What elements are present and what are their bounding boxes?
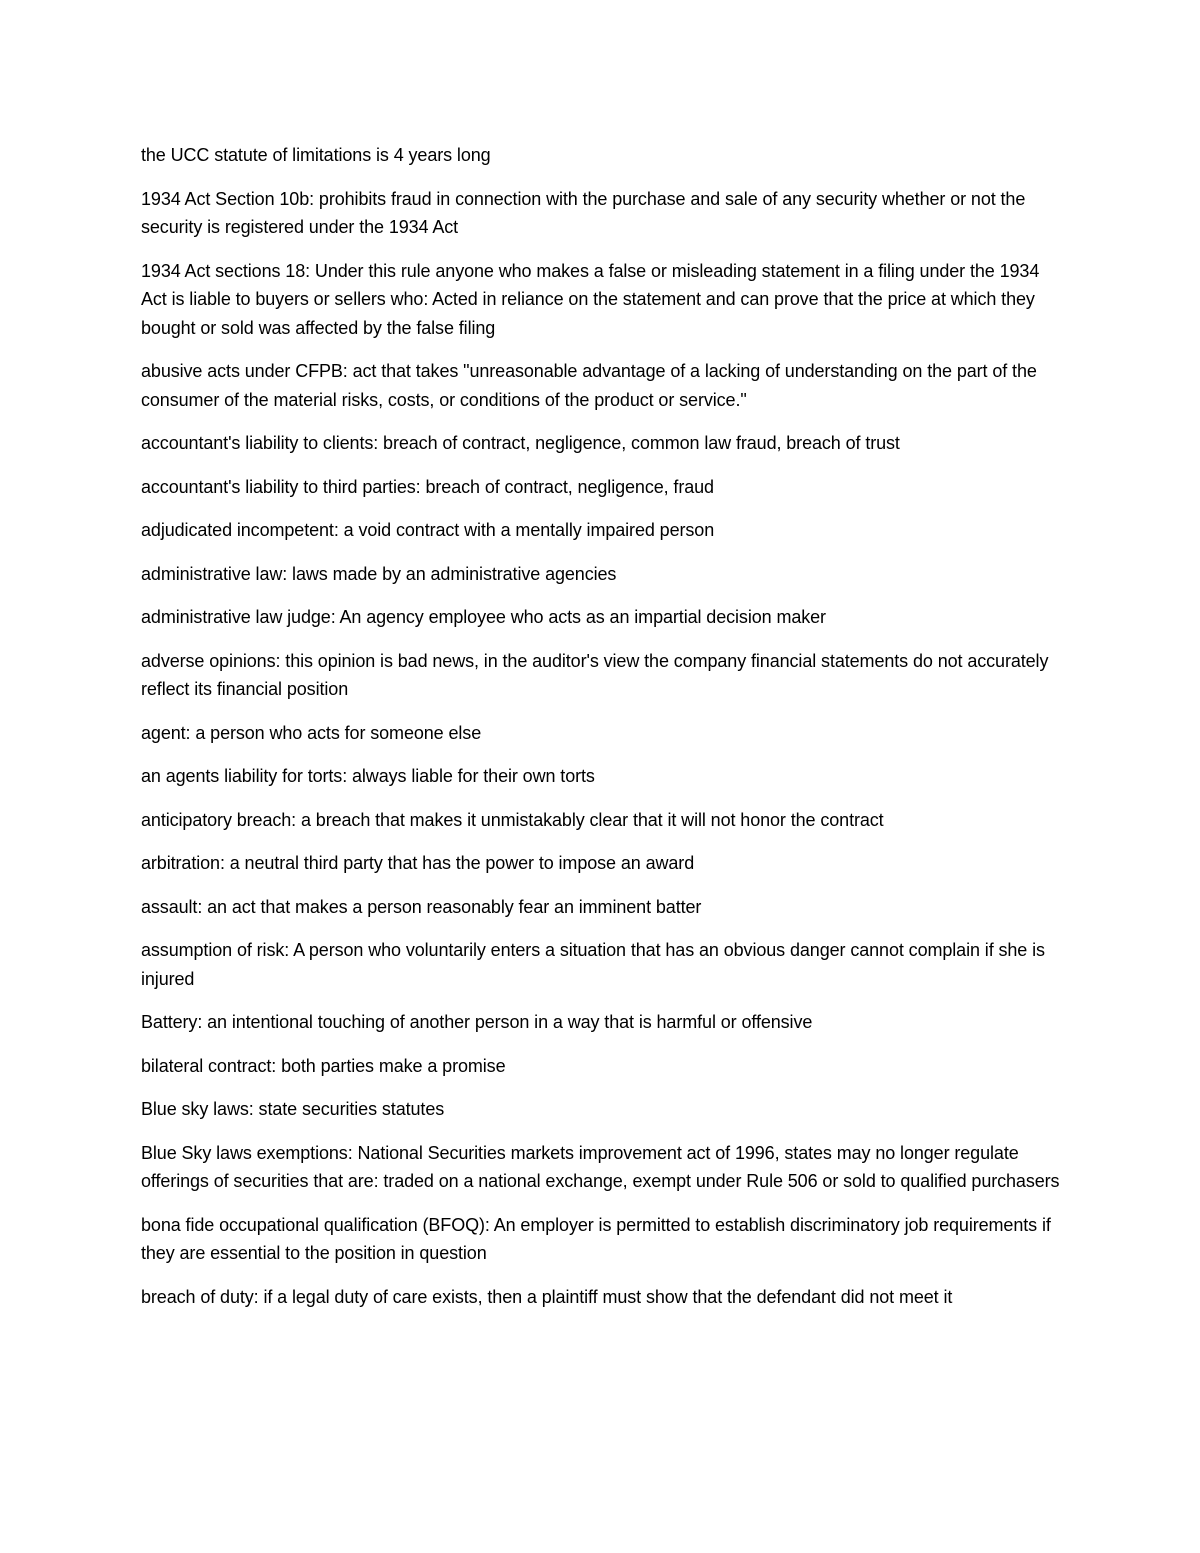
definition-entry: accountant's liability to clients: breach of contract, negligence, common law fraud, breach of trust [141, 433, 900, 453]
definition-entry: assault: an act that makes a person reasonably fear an imminent batter [141, 896, 702, 917]
definition-entry: Blue sky laws: state securities statutes [141, 1099, 445, 1119]
definition-entry: Blue Sky laws exemptions: National Securities markets improvement act of 1996, states may no longer regulate offerings of securities that are: traded on a national exchange, exempt under Rule 506 or sold to qualified purchasers [141, 1142, 1060, 1191]
definition-entry: breach of duty: if a legal duty of care exists, then a plaintiff must show that the defendant did not meet it [141, 1286, 953, 1307]
definition-entry: 1934 Act Section 10b: prohibits fraud in connection with the purchase and sale of any security whether or not the security is registered under the 1934 Act [141, 188, 1026, 237]
definition-entry: bilateral contract: both parties make a promise [141, 1055, 506, 1076]
definition-entry: Battery: an intentional touching of another person in a way that is harmful or offensive [141, 1012, 813, 1032]
definition-entry: assumption of risk: A person who voluntarily enters a situation that has an obvious danger cannot complain if she is injured [141, 940, 1045, 989]
definition-entry: adverse opinions: this opinion is bad news, in the auditor's view the company financial statements do not accurately reflect its financial position [141, 650, 1049, 699]
definition-entry: an agents liability for torts: always liable for their own torts [141, 766, 595, 786]
definition-entry: 1934 Act sections 18: Under this rule anyone who makes a false or misleading statement in a filing under the 1934 Act is liable to buyers or sellers who: Acted in reliance on the statement and can prove that the price at which they bought or sold was affected by the false filing [141, 260, 1040, 338]
definition-entry: agent: a person who acts for someone else [141, 722, 482, 743]
definition-entry: adjudicated incompetent: a void contract with a mentally impaired person [141, 520, 715, 540]
definition-entry: the UCC statute of limitations is 4 years long [141, 145, 491, 165]
definition-entry: administrative law: laws made by an administrative agencies [141, 563, 617, 584]
document-body [141, 141, 1061, 1326]
definition-entry: administrative law judge: An agency employee who acts as an impartial decision maker [141, 607, 826, 627]
definition-entry: accountant's liability to third parties: breach of contract, negligence, fraud [141, 476, 714, 497]
definition-entry: bona fide occupational qualification (BFOQ): An employer is permitted to establish discriminatory job requirements if they are essential to the position in question [141, 1214, 1051, 1263]
definition-entry: abusive acts under CFPB: act that takes "unreasonable advantage of a lacking of understanding on the part of the consumer of the material risks, costs, or conditions of the product or service." [141, 361, 1037, 410]
definition-entry: anticipatory breach: a breach that makes it unmistakably clear that it will not honor the contract [141, 809, 884, 830]
definition-entry: arbitration: a neutral third party that has the power to impose an award [141, 853, 695, 873]
